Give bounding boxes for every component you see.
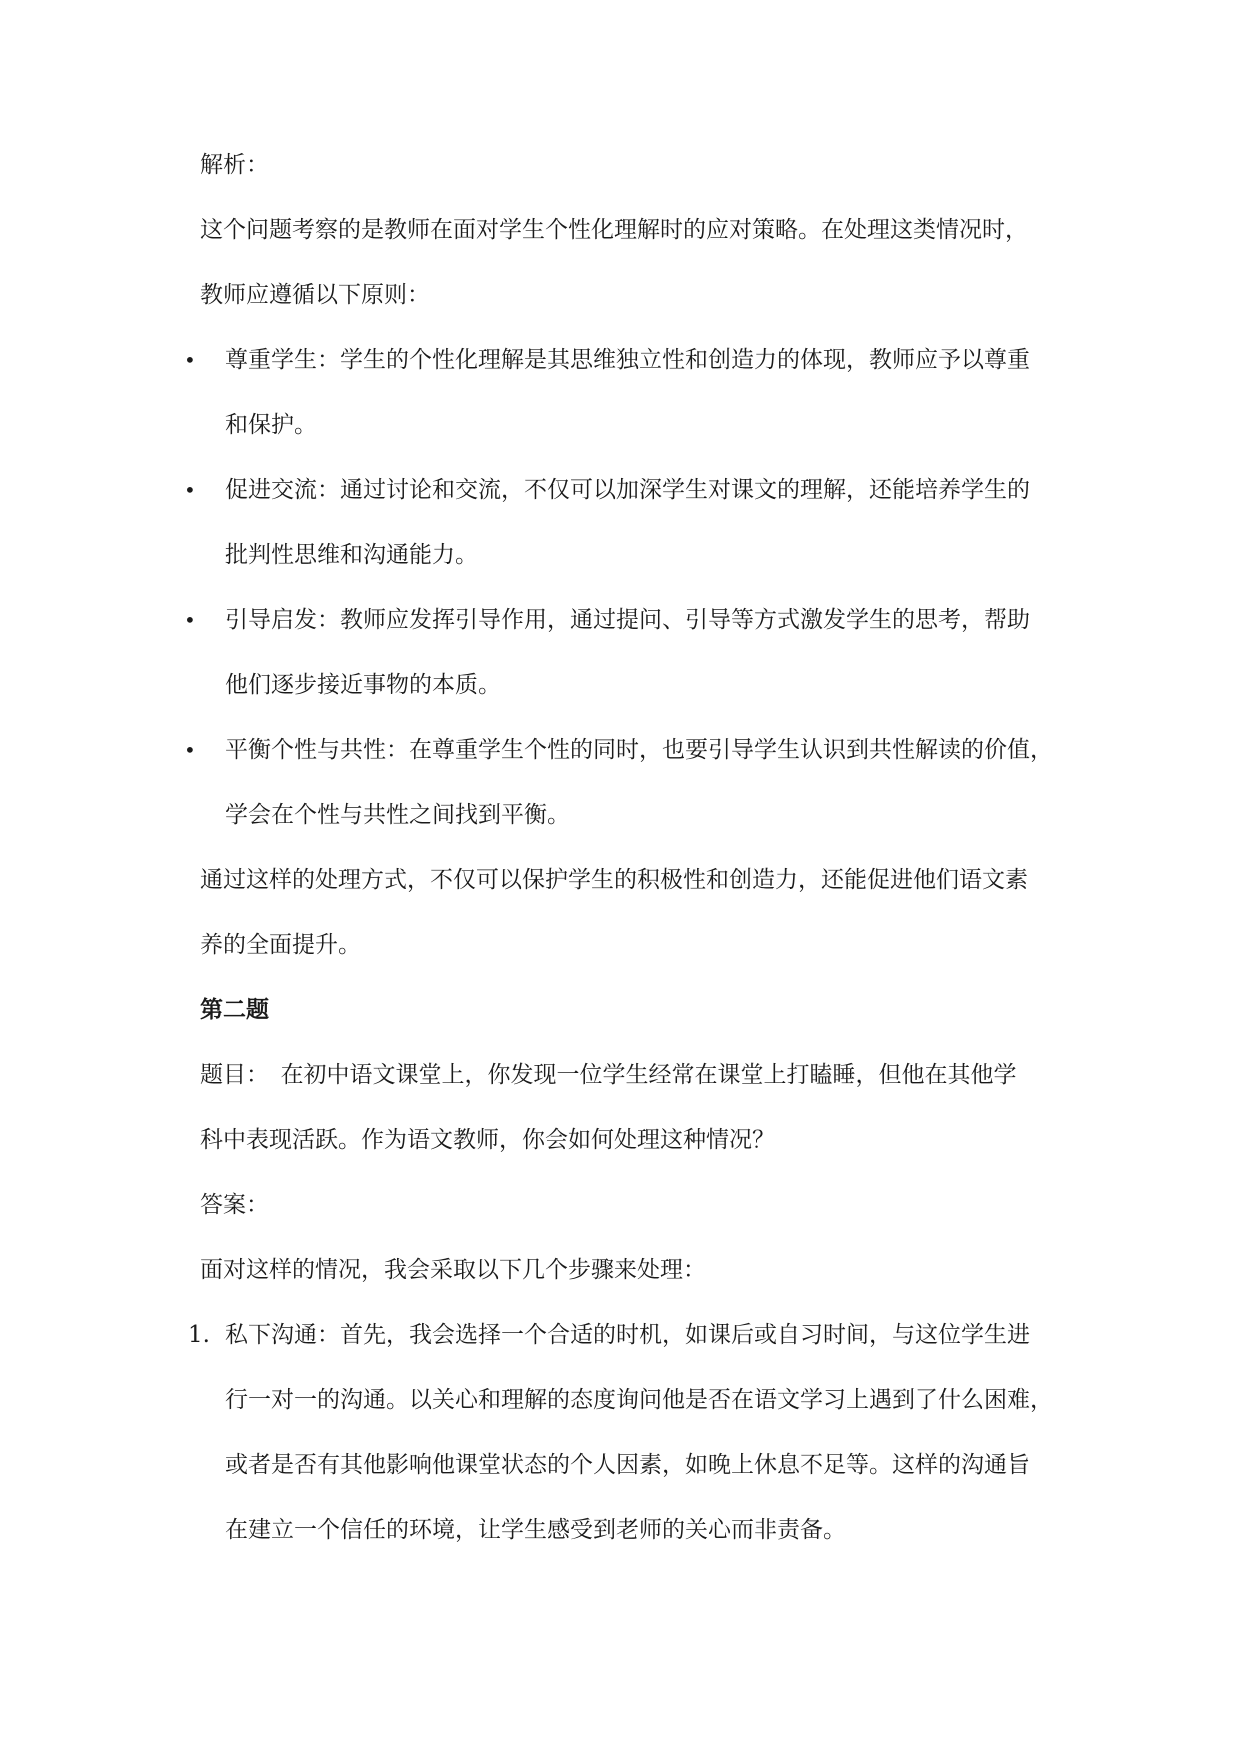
principle-line: 平衡个性与共性：在尊重学生个性的同时，也要引导学生认识到共性解读的价值，: [225, 737, 1053, 763]
step-line: 在建立一个信任的环境，让学生感受到老师的关心而非责备。: [225, 1517, 846, 1543]
principle-line: 促进交流：通过讨论和交流，不仅可以加深学生对课文的理解，还能培养学生的: [225, 477, 1030, 503]
question-prompt-line: 科中表现活跃。作为语文教师，你会如何处理这种情况？: [200, 1127, 775, 1153]
conclusion-line: 养的全面提升。: [200, 932, 361, 958]
step-line: 或者是否有其他影响他课堂状态的个人因素，如晚上休息不足等。这样的沟通旨: [225, 1452, 1030, 1478]
principle-line: 他们逐步接近事物的本质。: [225, 672, 501, 698]
step-line: 行一对一的沟通。以关心和理解的态度询问他是否在语文学习上遇到了什么困难，: [225, 1387, 1053, 1413]
bullet-icon: •: [184, 348, 196, 372]
principle-line: 尊重学生：学生的个性化理解是其思维独立性和创造力的体现，教师应予以尊重: [225, 347, 1030, 373]
principle-line: 批判性思维和沟通能力。: [225, 542, 478, 568]
principle-line: 学会在个性与共性之间找到平衡。: [225, 802, 570, 828]
answer-heading: 答案：: [200, 1192, 269, 1218]
step-number: 1.: [188, 1322, 210, 1348]
bullet-icon: •: [184, 478, 196, 502]
analysis-intro-line: 这个问题考察的是教师在面对学生个性化理解时的应对策略。在处理这类情况时，: [200, 217, 1028, 243]
bullet-icon: •: [184, 608, 196, 632]
question-prompt-line: 题目： 在初中语文课堂上，你发现一位学生经常在课堂上打瞌睡，但他在其他学: [200, 1062, 1017, 1088]
principle-line: 和保护。: [225, 412, 317, 438]
conclusion-line: 通过这样的处理方式，不仅可以保护学生的积极性和创造力，还能促进他们语文素: [200, 867, 1028, 893]
step-line: 私下沟通：首先，我会选择一个合适的时机，如课后或自习时间，与这位学生进: [225, 1322, 1030, 1348]
question-title: 第二题: [200, 996, 269, 1023]
analysis-intro-line: 教师应遵循以下原则：: [200, 282, 430, 308]
bullet-icon: •: [184, 738, 196, 762]
principle-line: 引导启发：教师应发挥引导作用，通过提问、引导等方式激发学生的思考，帮助: [225, 607, 1030, 633]
answer-intro: 面对这样的情况，我会采取以下几个步骤来处理：: [200, 1257, 706, 1283]
analysis-heading: 解析：: [200, 152, 269, 178]
